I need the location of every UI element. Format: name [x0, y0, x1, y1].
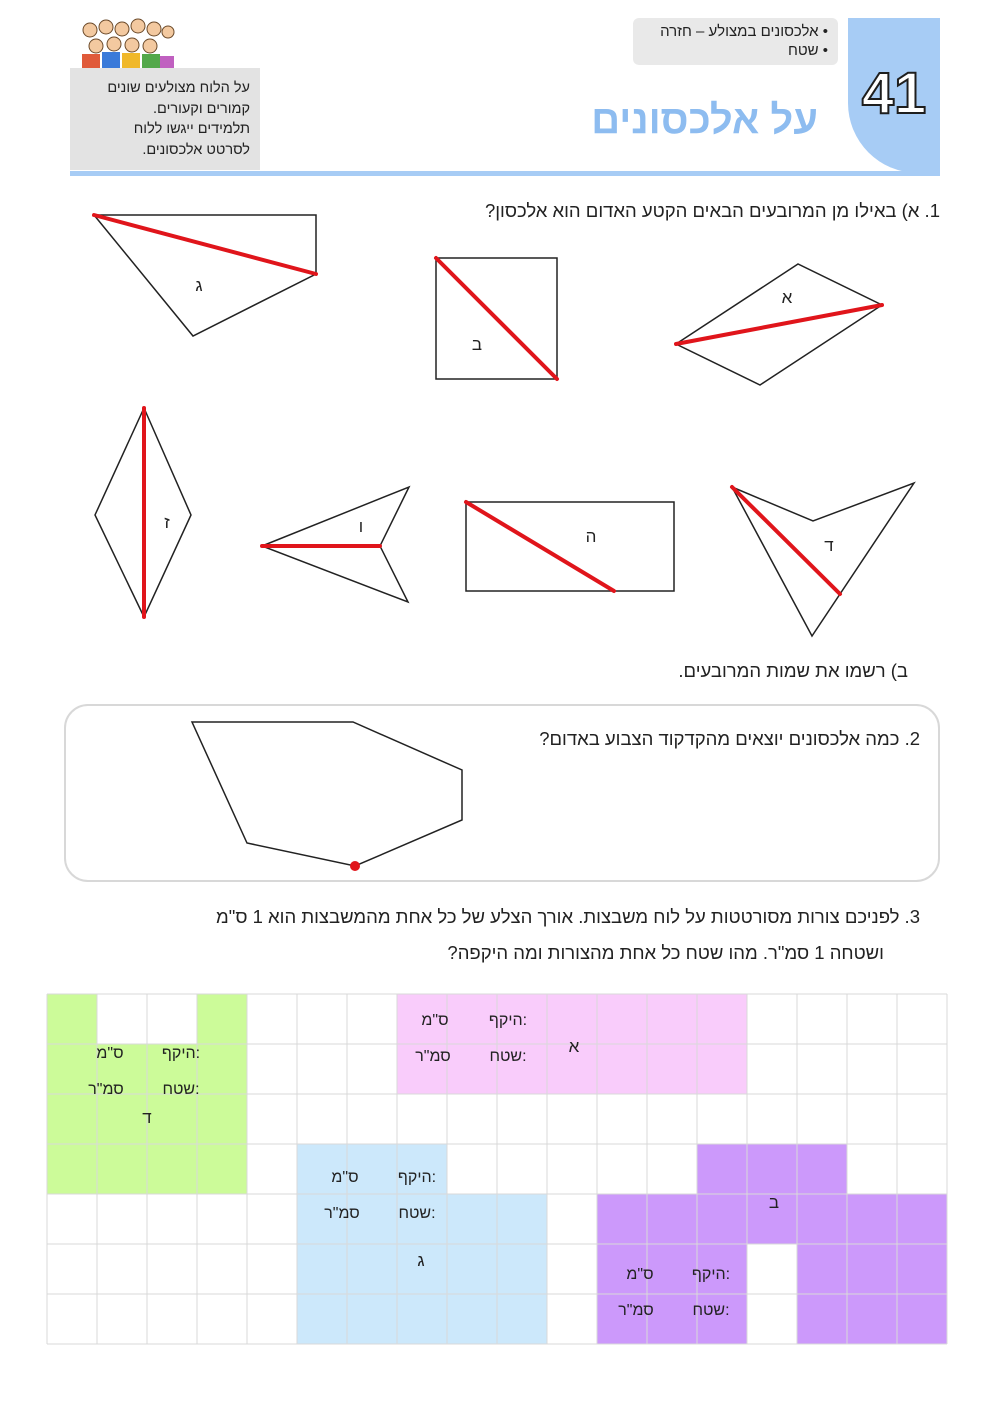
shape-label-d: ד	[824, 536, 834, 555]
perimeter-unit: ס"מ	[626, 1266, 654, 1283]
shape-label-v: ו	[358, 517, 364, 536]
area-label: שטח:	[398, 1205, 436, 1222]
q1-a-text: 1. א) באילו מן המרובעים הבאים הקטע האדום הוא אלכסון?	[484, 200, 940, 221]
shape-name-a: א	[568, 1037, 580, 1056]
topics-box	[633, 18, 838, 65]
area-label: שטח:	[489, 1048, 527, 1065]
page-title: על אלכסונים	[591, 98, 818, 142]
diagonal-g	[94, 215, 316, 274]
header-divider	[70, 171, 940, 176]
grid-board	[0, 980, 1000, 1360]
area-unit: סמ"ר	[415, 1048, 451, 1065]
q2-text: 2. כמה אלכסונים יוצאים מהקדקוד הצבוע באדום?	[539, 728, 920, 749]
shape-name-d: ד	[142, 1108, 152, 1127]
area-label: שטח:	[692, 1302, 730, 1319]
q3-line2: ושטחה 1 סמ"ר. מהו שטח כל אחת מהצורות ומה היקפה?	[447, 942, 884, 963]
perimeter-label: היקף:	[397, 1169, 437, 1186]
q3-line1: 3. לפניכם צורות מסורטטות על לוח משבצות. אורך הצלע של כל אחת מהמשבצות הוא 1 ס"מ	[216, 906, 920, 927]
area-unit: סמ"ר	[88, 1081, 124, 1098]
perimeter-label: היקף:	[161, 1045, 201, 1062]
quad-h	[466, 502, 674, 591]
shape-name-b: ב	[768, 1193, 780, 1212]
area-unit: סמ"ר	[618, 1302, 654, 1319]
teacher-note	[70, 68, 260, 170]
perimeter-label: היקף:	[488, 1012, 528, 1029]
topic-item: • אלכסונים במצולע – חזרה	[641, 22, 828, 41]
shape-label-g: ג	[195, 276, 203, 295]
red-vertex	[350, 861, 360, 871]
topic-item: • שטח	[641, 41, 828, 60]
shape-label-b: ב	[471, 335, 483, 354]
perimeter-unit: ס"מ	[421, 1012, 449, 1029]
quad-d	[732, 483, 914, 636]
teacher-note-line: קמורים וקעורים.	[153, 100, 250, 117]
perimeter-unit: ס"מ	[96, 1045, 124, 1062]
perimeter-unit: ס"מ	[331, 1169, 359, 1186]
q1-b-text: ב) רשמו את שמות המרובעים.	[678, 660, 908, 681]
teacher-note-line: תלמידים ייגשו ללוח	[133, 121, 250, 137]
area-label: שטח:	[162, 1081, 200, 1098]
perimeter-label: היקף:	[691, 1266, 731, 1283]
shape-name-c: ג	[417, 1251, 425, 1270]
teacher-note-line: לסרטט אלכסונים.	[142, 141, 250, 158]
diagonal-b	[436, 258, 557, 379]
hexagon-figure	[180, 710, 480, 880]
shape-label-z: ז	[164, 513, 170, 532]
teacher-note-line: על הלוח מצולעים שונים	[107, 80, 250, 96]
area-unit: סמ"ר	[324, 1205, 360, 1222]
shape-label-a: א	[781, 288, 793, 307]
lesson-number: 41	[861, 61, 927, 126]
q1-shapes	[0, 180, 1000, 660]
shape-label-h: ה	[585, 527, 597, 546]
